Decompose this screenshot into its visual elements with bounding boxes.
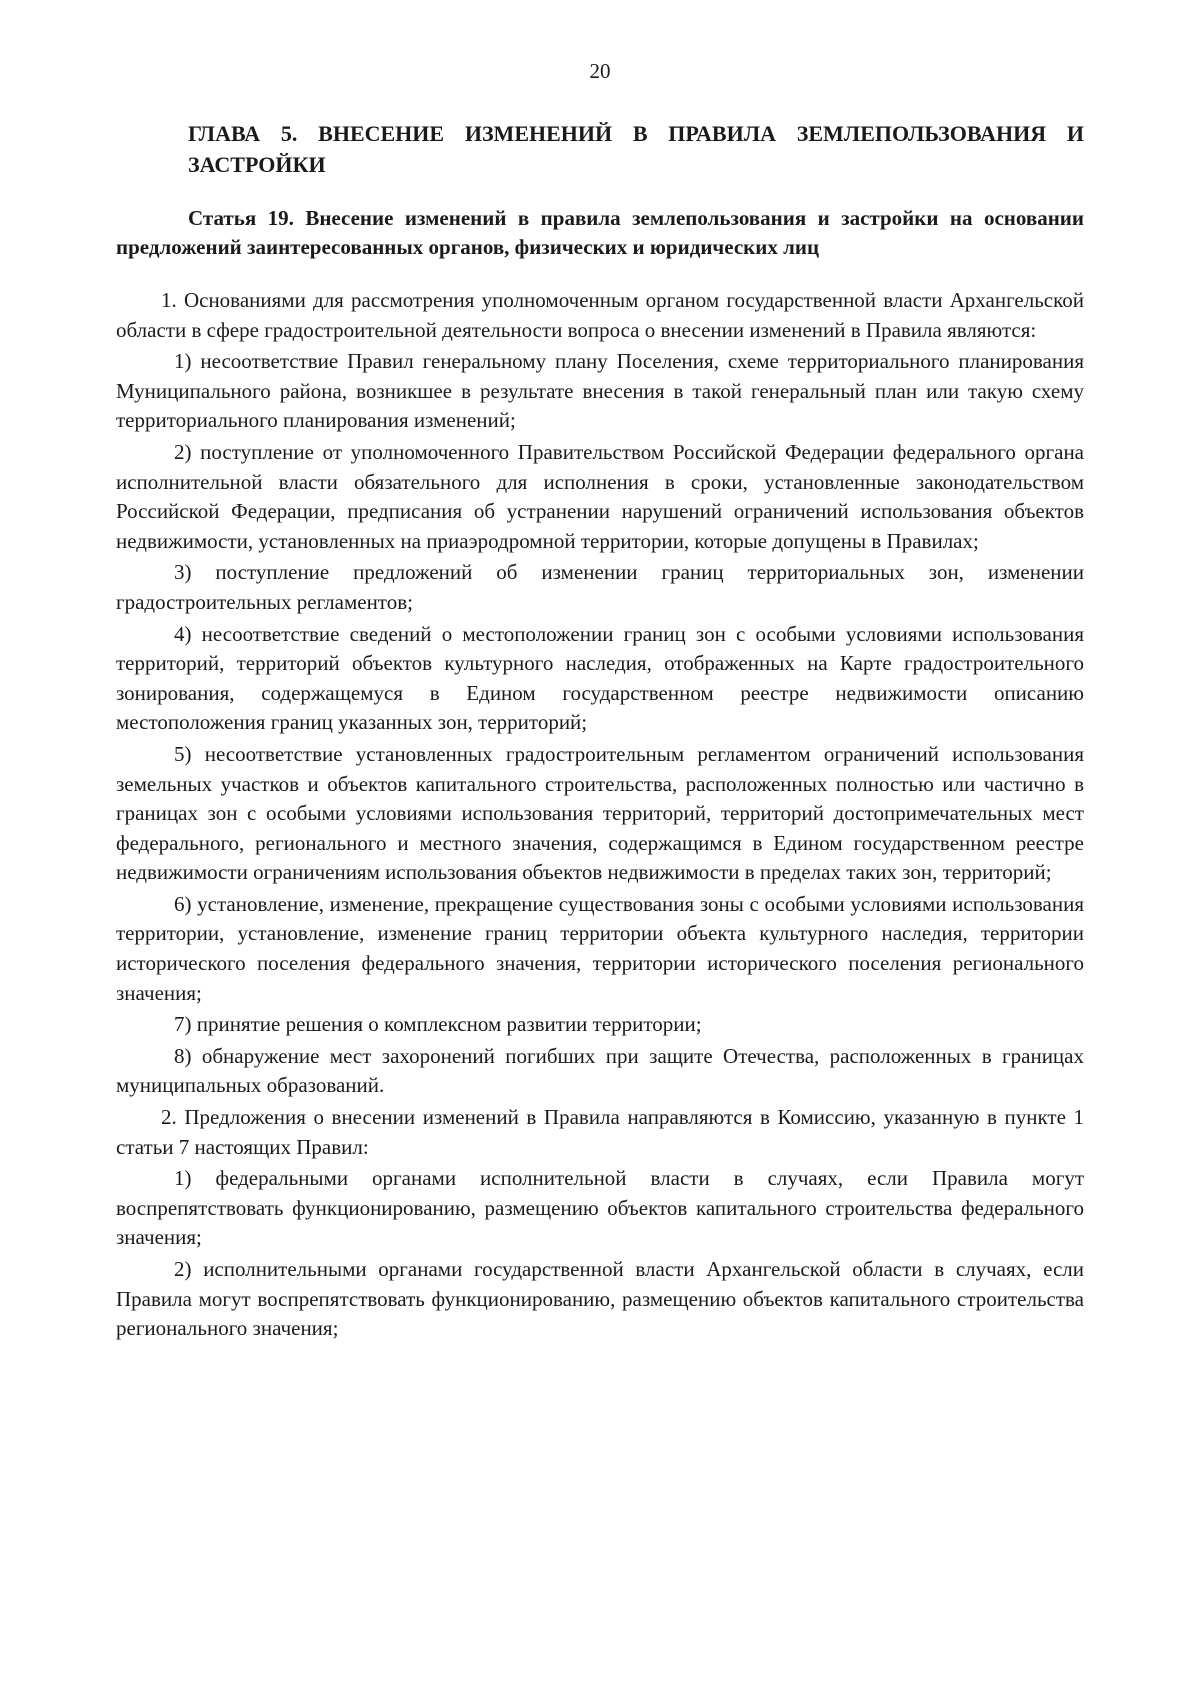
paragraph-item-1-8: 8) обнаружение мест захоронений погибших при защите Отечества, расположенных в границах муниципальных образований. [116,1043,1084,1098]
paragraph-item-2-2: 2) исполнительными органами государственной власти Архангельской области в случаях, если Правила могут воспрепятствовать функционированию, размещению объектов капитального строительства регионального значения; [116,1257,1084,1341]
chapter-heading: ГЛАВА 5. ВНЕСЕНИЕ ИЗМЕНЕНИЙ В ПРАВИЛА ЗЕМЛЕПОЛЬЗОВАНИЯ И ЗАСТРОЙКИ [188,121,1084,177]
paragraph-item-1-6: 6) установление, изменение, прекращение существования зоны с особыми условиями использования территории, установление, изменение границ территории объекта культурного наследия, территории исторического поселения федерального значения, территории исторического поселения регионального значения; [116,891,1084,1005]
page-number: 20 [589,59,611,83]
paragraph-item-1-4: 4) несоответствие сведений о местоположении границ зон с особыми условиями использования территорий, территорий объектов культурного наследия, отображенных на Карте градостроительного зонирования, содержащемуся в Едином государственном реестре недвижимости описанию местоположения границ указанных зон, территорий; [116,621,1084,735]
paragraph-item-1-7: 7) принятие решения о комплексном развитии территории; [174,1012,702,1037]
page-content [116,118,1084,1346]
paragraph-item-1-1: 1) несоответствие Правил генеральному плану Поселения, схеме территориального планирования Муниципального района, возникшее в результате внесения в такой генеральный план или такую схему территориального планирования изменений; [116,349,1084,433]
paragraph-item-2-1: 1) федеральными органами исполнительной власти в случаях, если Правила могут воспрепятствовать функционированию, размещению объектов капитального строительства федерального значения; [116,1166,1084,1250]
paragraph-item-1-3: 3) поступление предложений об изменении границ территориальных зон, изменении градостроительных регламентов; [116,560,1084,614]
paragraph-item-1-5: 5) несоответствие установленных градостроительным регламентом ограничений использования земельных участков и объектов капитального строительства, расположенных полностью или частично в границах зон с особыми условиями использования территорий, территорий достопримечательных мест федерального, регионального и местного значения, содержащимся в Едином государственном реестре недвижимости ограничениям использования объектов недвижимости в пределах таких зон, территорий; [116,741,1084,885]
paragraph-item-1-2: 2) поступление от уполномоченного Правительством Российской Федерации федерального органа исполнительной власти обязательного для исполнения в сроки, установленные законодательством Российской Федерации, предписания об устранении нарушений ограничений использования объектов недвижимости, установленных на приаэродромной территории, которые допущены в Правилах; [116,439,1084,553]
paragraph-clause-2: 2. Предложения о внесении изменений в Правила направляются в Комиссию, указанную в пункте 1 статьи 7 настоящих Правил: [116,1105,1084,1159]
article-heading: Статья 19. Внесение изменений в правила землепользования и застройки на основании предложений заинтересованных органов, физических и юридических лиц [116,206,1084,259]
paragraph-clause-1: 1. Основаниями для рассмотрения уполномоченным органом государственной власти Архангельской области в сфере градостроительной деятельности вопроса о внесении изменений в Правила являются: [116,288,1084,342]
